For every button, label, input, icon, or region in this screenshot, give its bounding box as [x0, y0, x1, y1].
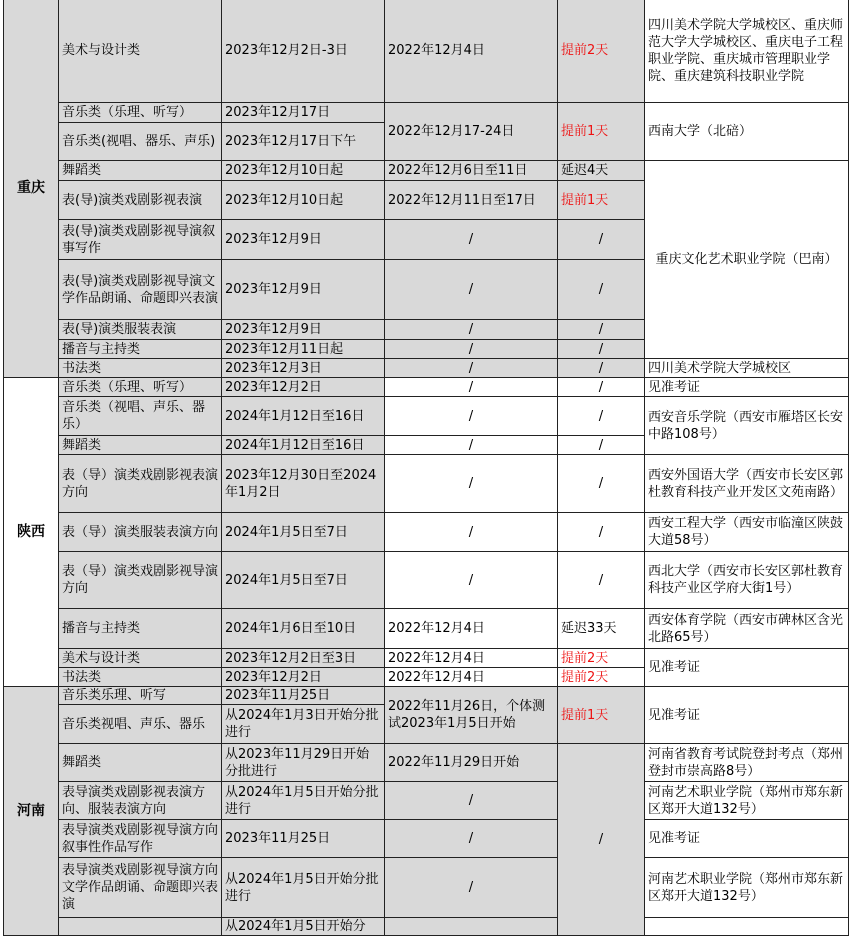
- category-cell: 表(导)演类戏剧影视导演叙事写作: [59, 220, 222, 260]
- date-cell: 2024年1月5日至7日: [222, 552, 385, 609]
- date-cell: 2023年12月17日: [222, 103, 385, 123]
- category-cell: 舞蹈类: [59, 744, 222, 782]
- date-cell: 2024年1月12日至16日: [222, 436, 385, 455]
- date-cell: 2023年12月9日: [222, 220, 385, 260]
- place-cell: 见准考证: [645, 378, 849, 397]
- place-cell: 见准考证: [645, 687, 849, 744]
- table-row: [4, 0, 849, 103]
- last-year-cell: 2022年12月11日至17日: [385, 181, 558, 220]
- table-row: [4, 161, 849, 181]
- category-cell: 表(导)演类服装表演: [59, 320, 222, 340]
- place-cell: 河南艺术职业学院（郑州市郑东新区郑开大道132号）: [645, 858, 849, 918]
- category-cell: 音乐类（乐理、听写）: [59, 378, 222, 397]
- date-cell: 2023年12月11日起: [222, 340, 385, 359]
- change-cell: 提前2天: [558, 0, 645, 103]
- category-cell: 表（导）演类服装表演方向: [59, 513, 222, 552]
- date-cell: 从2024年1月3日开始分批进行: [222, 705, 385, 744]
- date-cell: 2023年12月9日: [222, 260, 385, 320]
- last-year-cell: /: [385, 397, 558, 436]
- category-cell: 表（导）演类戏剧影视导演方向: [59, 552, 222, 609]
- date-cell: 2023年12月2日至3日: [222, 649, 385, 668]
- place-cell: 见准考证: [645, 649, 849, 687]
- place-cell: 河南省教育考试院登封考点（郑州登封市崇高路8号）: [645, 744, 849, 782]
- exam-schedule-table: [3, 0, 849, 936]
- table-row: [4, 918, 849, 936]
- category-cell: 舞蹈类: [59, 436, 222, 455]
- category-cell: 音乐类视唱、声乐、器乐: [59, 705, 222, 744]
- category-cell: 表(导)演类戏剧影视导演文学作品朗诵、命题即兴表演: [59, 260, 222, 320]
- date-cell: 2023年12月17日下午: [222, 123, 385, 161]
- category-cell: [59, 918, 222, 936]
- category-cell: 书法类: [59, 359, 222, 378]
- last-year-cell: /: [385, 260, 558, 320]
- date-cell: 2024年1月6日至10日: [222, 609, 385, 649]
- change-cell: /: [558, 320, 645, 340]
- table-row: [4, 687, 849, 705]
- category-cell: 表导演类戏剧影视导演方向叙事性作品写作: [59, 820, 222, 858]
- category-cell: 播音与主持类: [59, 609, 222, 649]
- change-cell: 提前2天: [558, 649, 645, 668]
- date-cell: 2023年12月2日: [222, 668, 385, 687]
- category-cell: 舞蹈类: [59, 161, 222, 181]
- table-row: [4, 820, 849, 858]
- date-cell: 2024年1月5日至7日: [222, 513, 385, 552]
- table-row: [4, 744, 849, 782]
- change-cell: 提前1天: [558, 181, 645, 220]
- change-cell: 提前1天: [558, 687, 645, 744]
- last-year-cell: 2022年12月17-24日: [385, 103, 558, 161]
- change-cell: /: [558, 552, 645, 609]
- last-year-cell: 2022年11月29日开始: [385, 744, 558, 782]
- place-cell: 西北大学（西安市长安区郭杜教育科技产业区学府大街1号）: [645, 552, 849, 609]
- last-year-cell: 2022年11月26日，个体测试2023年1月5日开始: [385, 687, 558, 744]
- place-cell: 西安音乐学院（西安市雁塔区长安中路108号）: [645, 397, 849, 455]
- category-cell: 音乐类乐理、听写: [59, 687, 222, 705]
- category-cell: 书法类: [59, 668, 222, 687]
- last-year-cell: /: [385, 340, 558, 359]
- last-year-cell: /: [385, 782, 558, 820]
- place-cell: 西安体育学院（西安市碑林区含光北路65号）: [645, 609, 849, 649]
- category-cell: 表(导)演类戏剧影视表演: [59, 181, 222, 220]
- date-cell: 从2024年1月5日开始分: [222, 918, 385, 936]
- date-cell: 2023年11月25日: [222, 820, 385, 858]
- date-cell: 2023年12月10日起: [222, 181, 385, 220]
- last-year-cell: 2022年12月4日: [385, 609, 558, 649]
- table-row: [4, 397, 849, 436]
- last-year-cell: 2022年12月4日: [385, 668, 558, 687]
- last-year-cell: 2022年12月4日: [385, 0, 558, 103]
- category-cell: 美术与设计类: [59, 649, 222, 668]
- place-cell: 四川美术学院大学城校区: [645, 359, 849, 378]
- category-cell: 播音与主持类: [59, 340, 222, 359]
- category-cell: 表导演类戏剧影视表演方向、服装表演方向: [59, 782, 222, 820]
- place-cell: 西南大学（北碚）: [645, 103, 849, 161]
- last-year-cell: 2022年12月6日至11日: [385, 161, 558, 181]
- change-cell: 延迟4天: [558, 161, 645, 181]
- last-year-cell: /: [385, 436, 558, 455]
- date-cell: 2024年1月12日至16日: [222, 397, 385, 436]
- last-year-cell: 2022年12月4日: [385, 649, 558, 668]
- change-cell: /: [558, 260, 645, 320]
- change-cell: /: [558, 436, 645, 455]
- date-cell: 2023年11月25日: [222, 687, 385, 705]
- table-row: [4, 858, 849, 918]
- category-cell: 表导演类戏剧影视导演方向文学作品朗诵、命题即兴表演: [59, 858, 222, 918]
- place-cell: [645, 918, 849, 936]
- last-year-cell: /: [385, 220, 558, 260]
- last-year-cell: /: [385, 513, 558, 552]
- change-cell: 提前1天: [558, 103, 645, 161]
- place-cell: 四川美术学院大学城校区、重庆师范大学大学城校区、重庆电子工程职业学院、重庆城市管理职业学院、重庆建筑科技职业学院: [645, 0, 849, 103]
- change-cell: /: [558, 397, 645, 436]
- table-row: [4, 609, 849, 649]
- date-cell: 2023年12月2日-3日: [222, 0, 385, 103]
- date-cell: 从2023年11月29日开始分批进行: [222, 744, 385, 782]
- last-year-cell: /: [385, 552, 558, 609]
- place-cell: 见准考证: [645, 820, 849, 858]
- last-year-cell: /: [385, 320, 558, 340]
- place-cell: 河南艺术职业学院（郑州市郑东新区郑开大道132号）: [645, 782, 849, 820]
- table-row: [4, 359, 849, 378]
- change-cell: /: [558, 744, 645, 936]
- change-cell: /: [558, 513, 645, 552]
- place-cell: 西安工程大学（西安市临潼区陕鼓大道58号）: [645, 513, 849, 552]
- change-cell: /: [558, 220, 645, 260]
- change-cell: /: [558, 455, 645, 513]
- table-row: [4, 378, 849, 397]
- change-cell: 延迟33天: [558, 609, 645, 649]
- place-cell: 西安外国语大学（西安市长安区郭杜教育科技产业开发区文苑南路）: [645, 455, 849, 513]
- last-year-cell: [385, 918, 558, 936]
- last-year-cell: /: [385, 455, 558, 513]
- date-cell: 从2024年1月5日开始分批进行: [222, 858, 385, 918]
- table-row: [4, 552, 849, 609]
- change-cell: /: [558, 378, 645, 397]
- last-year-cell: /: [385, 378, 558, 397]
- last-year-cell: /: [385, 820, 558, 858]
- table-row: [4, 649, 849, 668]
- category-cell: 音乐类(视唱、器乐、声乐): [59, 123, 222, 161]
- category-cell: 美术与设计类: [59, 0, 222, 103]
- table-row: [4, 782, 849, 820]
- last-year-cell: /: [385, 359, 558, 378]
- province-cell-chongqing: 重庆: [4, 0, 59, 378]
- date-cell: 2023年12月9日: [222, 320, 385, 340]
- province-cell-shaanxi: 陕西: [4, 378, 59, 687]
- change-cell: /: [558, 359, 645, 378]
- date-cell: 2023年12月10日起: [222, 161, 385, 181]
- date-cell: 2023年12月30日至2024年1月2日: [222, 455, 385, 513]
- table-row: [4, 513, 849, 552]
- change-cell: 提前2天: [558, 668, 645, 687]
- last-year-cell: /: [385, 858, 558, 918]
- date-cell: 从2024年1月5日开始分批进行: [222, 782, 385, 820]
- date-cell: 2023年12月2日: [222, 378, 385, 397]
- province-cell-henan: 河南: [4, 687, 59, 936]
- category-cell: 音乐类（乐理、听写）: [59, 103, 222, 123]
- table-row: [4, 455, 849, 513]
- table-row: [4, 103, 849, 123]
- change-cell: /: [558, 340, 645, 359]
- date-cell: 2023年12月3日: [222, 359, 385, 378]
- category-cell: 表（导）演类戏剧影视表演方向: [59, 455, 222, 513]
- category-cell: 音乐类（视唱、声乐、器乐）: [59, 397, 222, 436]
- place-cell: 重庆文化艺术职业学院（巴南）: [645, 161, 849, 359]
